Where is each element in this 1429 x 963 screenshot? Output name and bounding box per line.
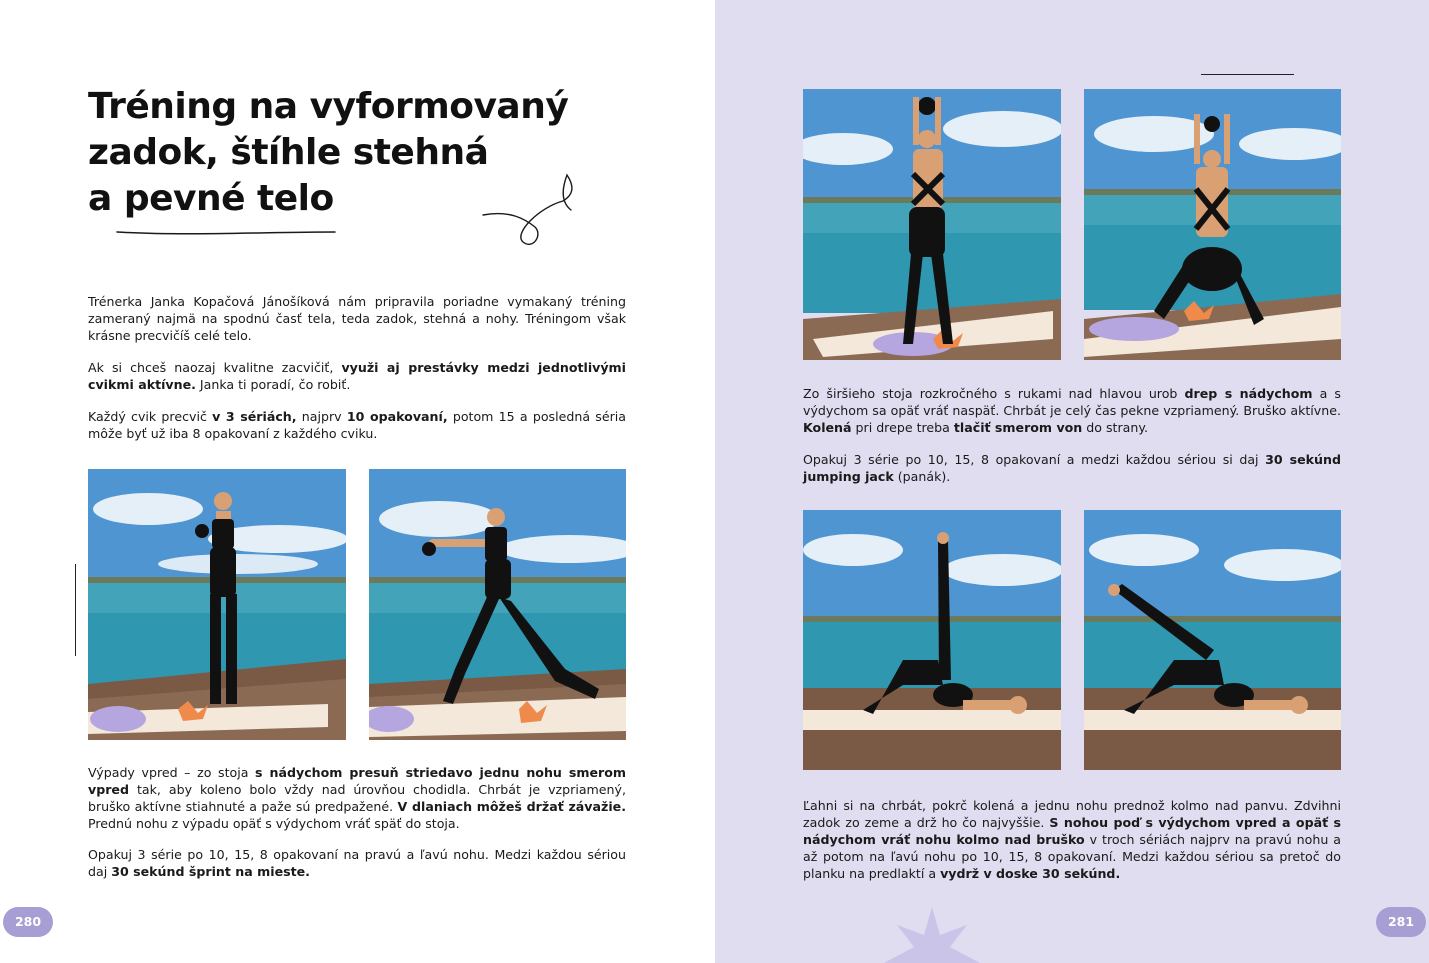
title-line-1: Tréning na vyformovaný [88, 86, 569, 127]
exercise-1-repeat: Opakuj 3 série po 10, 15, 8 opakovaní na pravú a ľavú nohu. Medzi každou sériou daj 30 sekúnd šprint na mieste. [88, 847, 626, 879]
intro-paragraph-2: Ak si chceš naozaj kvalitne zacvičiť, využi aj prestávky medzi jednotlivými cvikmi aktívne. Janka ti poradí, čo robiť. [88, 360, 626, 392]
intro-paragraph-1: Trénerka Janka Kopačová Jánošíková nám pripravila poriadne vymakaný tréning zameraný najmä na spodnú časť tela, teda zadok, stehná a nohy. Tréningom však krásne precvičíš celé telo. [88, 294, 626, 343]
exercise-2-repeat: Opakuj 3 série po 10, 15, 8 opakovaní a medzi každou sériou si daj 30 sekúnd jumping jack (panák). [803, 452, 1341, 484]
photo-lunge-start [88, 469, 346, 740]
margin-rule [75, 564, 76, 656]
photo-squat-down [1084, 89, 1341, 360]
page-number-right: 281 [1376, 907, 1426, 937]
title-line-2: zadok, štíhle stehná [88, 132, 489, 173]
exercise-3-description: Ľahni si na chrbát, pokrč kolená a jednu nohu prednož kolmo nad panvu. Zdvihni zadok zo zeme a drž ho čo najvyššie. S nohou poď s výdychom vpred a opäť s nádychom vráť nohu kolmo nad bruško v troch sériách najprv na pravú nohu a až potom na ľavú nohu po 10, 15, 8 opakovaní. Medzi každou sériou sa pretoč do planku na predlaktí a vydrž v doske 30 sekúnd. [803, 798, 1341, 881]
star-decoration-icon [882, 905, 982, 963]
exercise-2-description: Zo širšieho stoja rozkročného s rukami nad hlavou urob drep s nádychom a s výdychom sa opäť vráť naspäť. Chrbát je celý čas pekne vzpriamený. Bruško aktívne. Kolená pri drepe treba tlačiť smerom von do strany. [803, 386, 1341, 435]
photo-bridge-leg-forward [1084, 510, 1341, 770]
top-rule [1201, 74, 1294, 75]
article-title [88, 84, 648, 222]
photo-lunge-forward [369, 469, 626, 740]
photo-squat-start [803, 89, 1061, 360]
right-page [715, 0, 1429, 963]
exercise-1-description: Výpady vpred – zo stoja s nádychom presuň striedavo jednu nohu smerom vpred tak, aby koleno bolo vždy nad úrovňou chodidla. Chrbát je vzpriamený, bruško aktívne stiahnuté a paže sú predpažené. V dlaniach môžeš držať závažie. Prednú nohu z výpadu opäť s výdychom vráť späť do stoja. [88, 765, 627, 831]
title-line-3: a pevné telo [88, 178, 334, 219]
page-number-left: 280 [3, 907, 53, 937]
intro-paragraph-3: Každý cvik precvič v 3 sériách, najprv 10 opakovaní, potom 15 a posledná séria môže byť už iba 8 opakovaní z každého cviku. [88, 409, 626, 441]
photo-bridge-leg-up [803, 510, 1061, 770]
